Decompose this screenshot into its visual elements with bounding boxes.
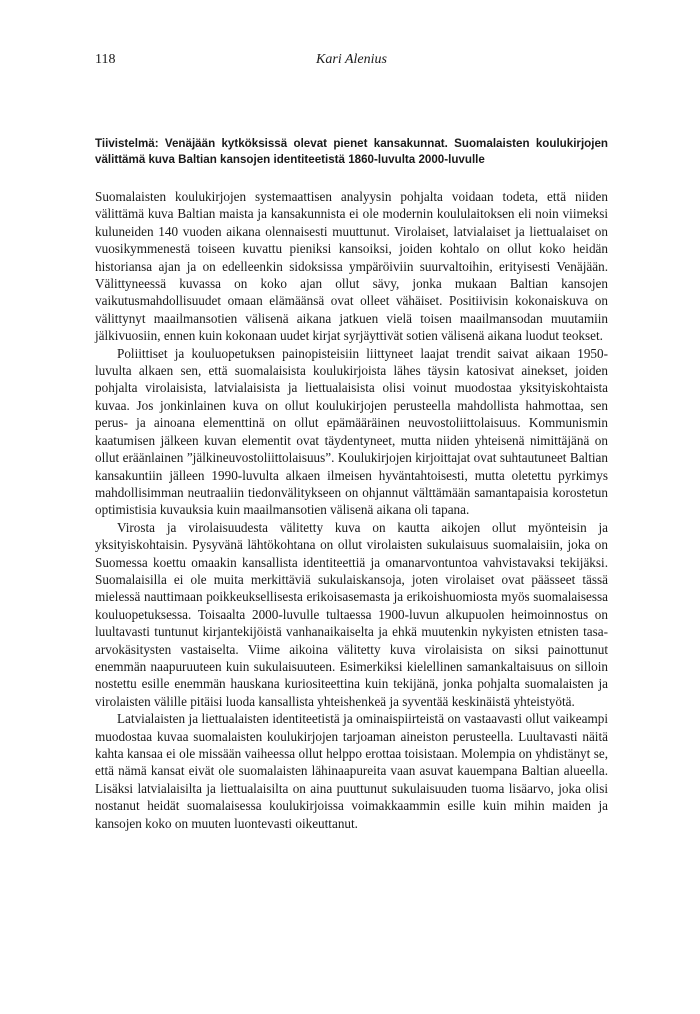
paragraph-2: Poliittiset ja kouluopetuksen painopisteisiin liittyneet laajat trendit saivat aikaan 1950-luvulta alkaen sen, että suomalaisista koulukirjoista lähes täysin katosivat ainekset, joiden pohjalta virolaisista, latvialaisista ja liettualaisista olisi voinut muodostaa yksityiskohtaista kuvaa. Jos jonkinlainen kuva on ollut koulukirjojen perusteella mahdollista hahmottaa, sen perus- ja ainoana elementtinä on ollut epämääräinen neuvostoliittolaisuus. Kommunismin kaatumisen jälkeen kuvan elementit ovat täydentyneet, mutta niiden yhteisenä nimittäjänä on ollut eräänlainen ”jälkineuvostoliittolaisuus”. Koulukirjojen kirjoittajat ovat suhtautuneet Baltian kansakuntiin jälleen 1990-luvulta alkaen ilmeisen hyväntahtoisesti, mutta oletettu pyrkimys mahdollisimman neutraaliin tiedonvälitykseen on ohjannut välttämään samantapaisia korostetun optimistisia kuvauksia kuin maailmansotien välisenä aikana oli tapana. <box>95 345 608 518</box>
paragraph-1: Suomalaisten koulukirjojen systemaattisen analyysin pohjalta voidaan todeta, että niiden välittämä kuva Baltian maista ja kansakunnista ei ole modernin koululaitoksen eli noin viimeksi kuluneiden 140 vuoden aikana olennaisesti muuttunut. Virolaiset, latvialaiset ja liettualaiset on vuosikymmenestä toiseen kuvattu pieniksi kansoiksi, joiden kohtalo on ollut koko heidän historiansa ajan ja on edelleenkin sidoksissa ympäröiviin suurvaltoihin, erityisesti Venäjään. Välittyneessä kuvassa on koko ajan ollut sävy, jonka mukaan Baltian kansojen vaikutusmahdollisuudet omaan elämäänsä ovat olleet vähäiset. Positiivisin kokonaiskuva on välittynyt maailmansotien välisenä aikana jatkuen vielä toisen maailmansodan muutamiin jälkivuosiin, ennen kuin kokonaan uudet kirjat syrjäyttivät sotien välisenä aikana luodut teokset. <box>95 189 608 344</box>
running-author: Kari Alenius <box>316 52 387 67</box>
document-page <box>95 52 608 832</box>
abstract-title: Tiivistelmä: Venäjään kytköksissä olevat pienet kansakunnat. Suomalaisten koulukirjojen välittämä kuva Baltian kansojen identiteetistä 1860-luvulta 2000-luvulle <box>95 137 608 166</box>
abstract-body <box>95 188 608 832</box>
page-number: 118 <box>95 52 116 67</box>
paragraph-3: Virosta ja virolaisuudesta välitetty kuva on kautta aikojen ollut myönteisin ja yksityiskohtaisin. Pysyvänä lähtökohtana on ollut virolaisten sukulaisuus suomalaisiin, joka on Suomessa koettu omaakin kansallista identiteettiä ja omanarvontuntoa vahvistavaksi tekijäksi. Suomalaisilla ei ole muita merkittäviä sukulaiskansoja, joten virolaiset ovat päässeet tässä mielessä nauttimaan poikkeuksellisesta erikoisasemasta ja erikoishuomiosta myös suomalaisessa kouluopetuksessa. Toisaalta 2000-luvulle tultaessa 1900-luvun alkupuolen heimoinnostus on luultavasti tuntunut kirjantekijöistä vanhanaikaiselta ja ehkä muutenkin nykyisten etnisten tasa-arvokäsitysten vastaiselta. Viime aikoina välitetty kuva virolaisista on siksi painottunut enemmän naapuruuteen kuin sukulaisuuteen. Esimerkiksi kielellinen samankaltaisuus on silloin nostettu esille enemmän hauskana kuriositeettina kuin tekijänä, jonka pohjalta suomalaisten ja virolaisten välille pitäisi luoda kansallista yhteishenkeä ja syventää keskinäistä yhteistyötä. <box>95 519 608 709</box>
running-header <box>95 52 608 74</box>
paragraph-4: Latvialaisten ja liettualaisten identiteetistä ja ominaispiirteistä on vastaavasti ollut vaikeampi muodostaa kuvaa suomalaisten koulukirjojen tarjoaman aineiston perusteella. Luultavasti näitä kahta kansaa ei ole missään vaiheessa ollut helppo erottaa toisistaan. Molempia on yhdistänyt se, että nämä kansat eivät ole suomalaisten lähinaapureita vaan asuvat kauempana Baltian alueella. Lisäksi latvialaisilta ja liettualaisilta on aina puuttunut sukulaisuuden tuoma lisäarvo, joka olisi nostanut heidät suomalaisessa koulukirjoissa voimakkaammin esille kuin mihin maiden ja kansojen koko on muuten luontevasti oikeuttanut. <box>95 711 608 831</box>
